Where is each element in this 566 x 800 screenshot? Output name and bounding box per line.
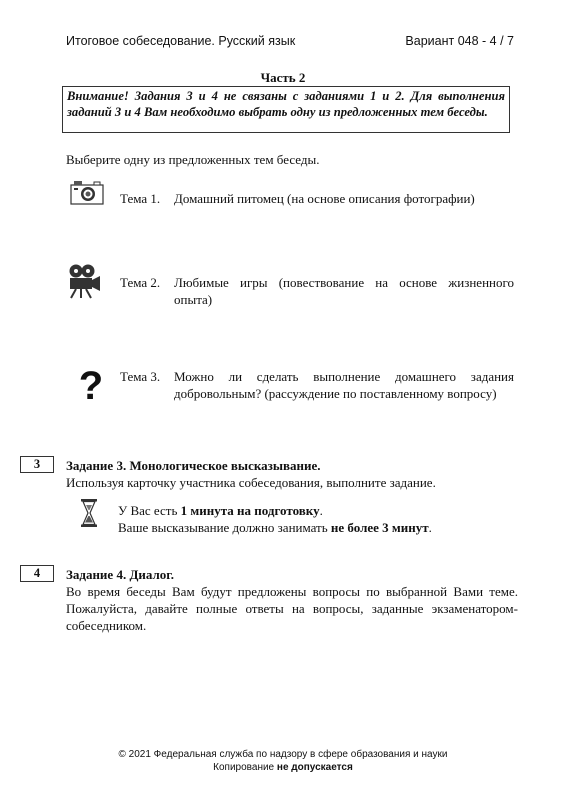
task-4-number: 4 [33,566,41,580]
footer-copy-notice [0,761,566,774]
camera-icon [70,179,104,205]
topic-1 [120,190,520,210]
header-variant: Вариант 048 - 4 / 7 [405,34,514,48]
task-4-text: Во время беседы Вам будут предложены вопросы по выбранной Вами теме. Пожалуйста, давайте полные ответы на вопросы, заданные экзаменатором-собеседником. [66,584,518,633]
instruction-text: Выберите одну из предложенных тем беседы. [66,152,320,167]
speak-time-bold: не более 3 минут [330,520,429,535]
task-3-title: Задание 3. Монологическое высказывание. [66,458,321,473]
notice-box [62,86,510,133]
header-title: Итоговое собеседование. Русский язык [66,34,296,48]
speak-time-after: . [428,520,432,535]
task-4-number-box [20,565,54,582]
task-4-title: Задание 4. Диалог. [66,567,174,582]
task-4-block [66,566,518,634]
movie-camera-icon [66,263,102,299]
footer-copy-bold: не допускается [276,762,353,773]
footer [0,748,566,774]
task-3-block [66,457,516,491]
footer-copyright: © 2021 Федеральная служба по надзору в сфере образования и науки [118,749,448,760]
topic-3-text: Можно ли сделать выполнение домашнего задания добровольным? (рассуждение по поставленному вопросу) [174,369,514,401]
topic-2 [120,274,520,314]
part-title: Часть 2 [260,70,306,85]
hourglass-icon [80,498,98,528]
footer-copy-before: Копирование [213,762,277,773]
topic-1-label: Тема 1. [120,191,161,206]
prep-time-after: . [319,503,323,518]
question-mark-icon [76,366,106,406]
notice-text: Внимание! Задания 3 и 4 не связаны с заданиями 1 и 2. Для выполнения заданий 3 и 4 Вам необходимо выбрать одну из предложенных тем беседы. [67,89,505,119]
topic-3 [120,368,520,408]
task-3-timing [118,502,518,536]
task-3-number: 3 [33,457,41,471]
speak-time-line [118,519,518,536]
prep-time-line [118,502,518,519]
task-3-text: Используя карточку участника собеседования, выполните задание. [66,475,436,490]
topic-1-text: Домашний питомец (на основе описания фотографии) [174,191,475,206]
speak-time-before: Ваше высказывание должно занимать [118,520,331,535]
svg-text:?: ? [78,366,104,406]
topic-2-text: Любимые игры (повествование на основе жизненного опыта) [174,275,514,307]
prep-time-before: У Вас есть [118,503,181,518]
topic-2-label: Тема 2. [120,275,161,290]
topic-3-label: Тема 3. [120,369,161,384]
task-3-number-box [20,456,54,473]
prep-time-bold: 1 минута на подготовку [180,503,320,518]
